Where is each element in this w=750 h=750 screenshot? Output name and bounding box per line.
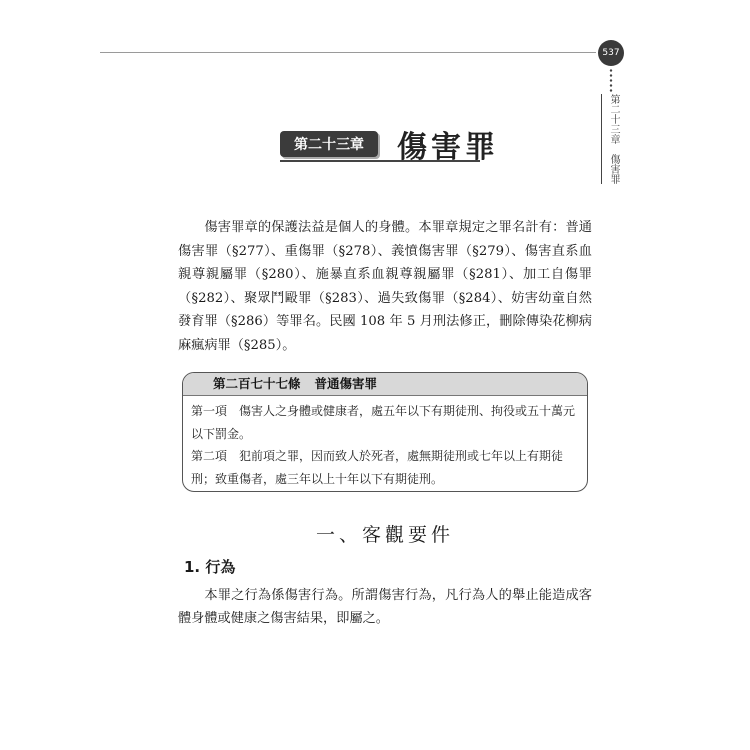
dotted-leader: [609, 68, 613, 92]
intro-paragraph: [178, 216, 592, 357]
article-header: [183, 373, 587, 396]
section-title: 一、客觀要件: [315, 524, 454, 546]
article-body: [183, 396, 587, 490]
article-clause: 第二項 犯前項之罪，因而致人於死者，處無期徒刑或七年以上有期徒刑；致重傷者，處三年以上十年以下有期徒刑。: [191, 449, 564, 486]
section-text: 本罪之行為係傷害行為。所謂傷害行為，凡行為人的舉止能造成客體身體或健康之傷害結果，即屬之。: [178, 588, 592, 626]
page-number: 537: [598, 40, 624, 66]
section-paragraph: [178, 585, 592, 630]
article-box: [182, 372, 588, 492]
header-rule: [100, 52, 596, 53]
article-name: 普通傷害罪: [314, 376, 378, 391]
intro-text: 傷害罪章的保護法益是個人的身體。本罪章規定之罪名計有：普通傷害罪（§277）、重傷罪（§278）、義憤傷害罪（§279）、傷害直系血親尊親屬罪（§280）、施暴直系血親尊親屬罪（§281）、加工自傷罪（§282）、聚眾鬥毆罪（§283）、過失致傷罪（§284）、妨害幼童自然發育罪（§286）等罪名。民國 108 年 5 月刑法修正，刪除傳染花柳病麻瘋病罪（§285）。: [178, 220, 592, 353]
article-clause: 第一項 傷害人之身體或健康者，處五年以下有期徒刑、拘役或五十萬元以下罰金。: [191, 404, 576, 441]
article-number: 第二百七十七條: [213, 376, 301, 391]
chapter-badge: 第二十三章: [280, 131, 378, 157]
subsection-title: 1. 行為: [184, 558, 236, 576]
chapter-title: 傷害罪: [397, 130, 499, 165]
side-chapter-tab: 第二十三章 傷害罪: [601, 94, 623, 184]
